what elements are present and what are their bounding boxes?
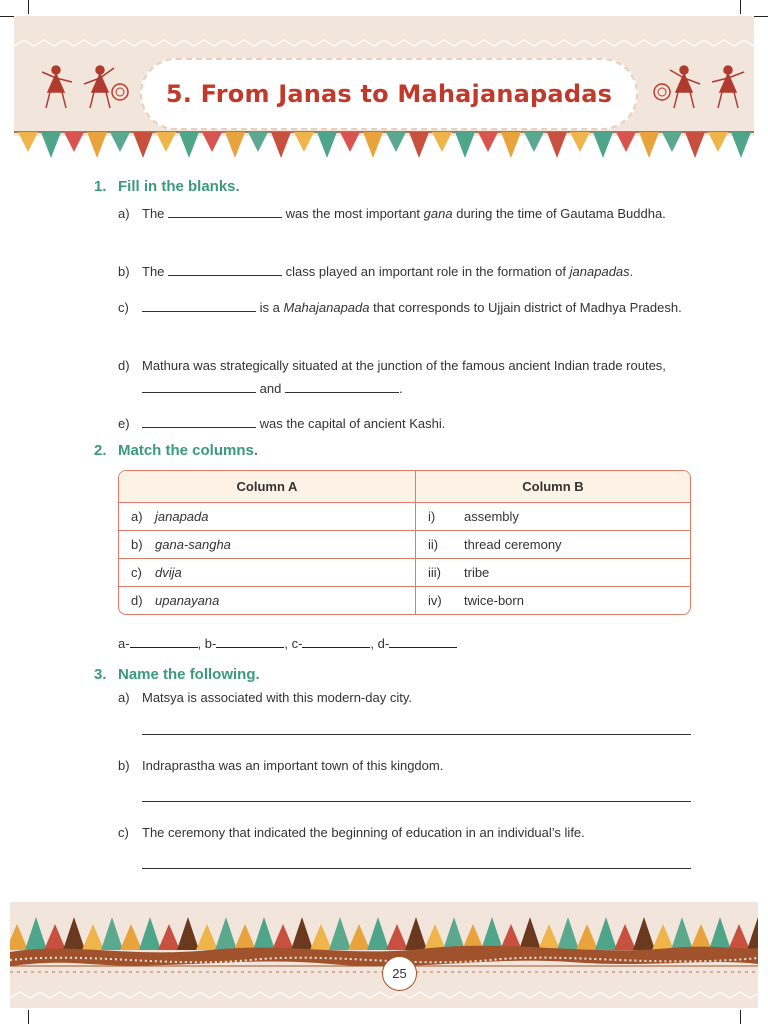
- bunting-flag: [64, 132, 84, 152]
- answer-blank[interactable]: [130, 636, 198, 648]
- match-table: [118, 470, 691, 615]
- mountain-shape: [139, 917, 161, 950]
- q1-item-a: a) The was the most important gana during the time of Gautama Buddha.: [118, 206, 666, 221]
- table-header-row: [119, 471, 690, 502]
- mountain-shape: [709, 917, 731, 950]
- bunting-flag: [271, 132, 291, 158]
- mountain-shape: [557, 917, 579, 950]
- bunting-flag: [248, 132, 268, 152]
- bunting-flag: [294, 132, 314, 152]
- mountain-shape: [747, 917, 758, 950]
- mountain-shape: [424, 924, 446, 950]
- mountain-shape: [443, 917, 465, 950]
- title-banner: [140, 58, 638, 130]
- page-number: 25: [382, 956, 417, 991]
- mountain-shape: [367, 917, 389, 950]
- fill-blank[interactable]: [168, 262, 282, 276]
- mountain-shape: [671, 917, 693, 950]
- q3-item-a: a) Matsya is associated with this modern-day city.: [118, 690, 412, 705]
- mountain-shape: [633, 917, 655, 950]
- table-row: c) dvija iii) tribe: [119, 558, 690, 586]
- mountain-shape: [215, 917, 237, 950]
- bunting-flag: [340, 132, 360, 152]
- mountain-shape: [44, 924, 66, 950]
- mountain-shape: [728, 924, 750, 950]
- crop-mark: [0, 16, 14, 17]
- answer-blank[interactable]: [216, 636, 284, 648]
- crop-mark: [754, 16, 768, 17]
- mountain-shape: [348, 924, 370, 950]
- mountain-shape: [614, 924, 636, 950]
- mountain-shape: [10, 924, 28, 950]
- crop-mark: [740, 1010, 741, 1024]
- mountain-shape: [405, 917, 427, 950]
- mountain-shape: [101, 917, 123, 950]
- bunting-flag: [570, 132, 590, 152]
- mountain-shape: [291, 917, 313, 950]
- answer-blank[interactable]: [302, 636, 370, 648]
- bunting-flag: [593, 132, 613, 158]
- mountain-shape: [234, 924, 256, 950]
- bunting-flag: [409, 132, 429, 158]
- crop-mark: [28, 1010, 29, 1024]
- mountain-shape: [481, 917, 503, 950]
- mountain-shape: [158, 924, 180, 950]
- bunting-flag: [478, 132, 498, 152]
- q1-heading: 1. Fill in the blanks.: [94, 178, 240, 195]
- answer-write-line[interactable]: [142, 734, 691, 735]
- bunting-flag: [18, 132, 38, 152]
- column-b-header: Column B: [522, 479, 584, 494]
- column-a-header: Column A: [119, 471, 416, 502]
- footer-mountain-pattern: [10, 902, 758, 1008]
- bunting-flag: [501, 132, 521, 158]
- bunting-flag: [41, 132, 61, 158]
- fill-blank[interactable]: [142, 298, 256, 312]
- bunting-flag: [524, 132, 544, 152]
- mountain-shape: [690, 924, 712, 950]
- mountain-shape: [253, 917, 275, 950]
- bunting-flag: [202, 132, 222, 152]
- bunting-flag: [133, 132, 153, 158]
- fill-blank[interactable]: [142, 379, 256, 393]
- mountain-shape: [310, 924, 332, 950]
- bunting-flag: [662, 132, 682, 152]
- mountain-shape: [576, 924, 598, 950]
- mountain-shape: [196, 924, 218, 950]
- bunting-flag: [639, 132, 659, 158]
- footer-banner: [10, 902, 758, 1008]
- mountain-shape: [652, 924, 674, 950]
- crop-mark: [740, 0, 741, 14]
- mountain-shape: [386, 924, 408, 950]
- fill-blank[interactable]: [285, 379, 399, 393]
- q3-heading: 3. Name the following.: [94, 666, 260, 683]
- table-row: b) gana-sangha ii) thread ceremony: [119, 530, 690, 558]
- answer-write-line[interactable]: [142, 868, 691, 869]
- q1-item-b: b) The class played an important role in the formation of janapadas.: [118, 264, 634, 279]
- bunting-flag: [616, 132, 636, 152]
- mountain-shape: [519, 917, 541, 950]
- bunting-flag: [386, 132, 406, 152]
- bunting-flag: [432, 132, 452, 152]
- mountain-shape: [272, 924, 294, 950]
- mountain-shape: [120, 924, 142, 950]
- bunting-flag: [363, 132, 383, 158]
- match-answer-line: a- , b- , c- , d-: [118, 636, 457, 651]
- answer-blank[interactable]: [389, 636, 457, 648]
- crop-mark: [28, 0, 29, 14]
- bunting-flags-decoration: [14, 128, 754, 168]
- tribal-dancers-left-icon: [34, 64, 134, 114]
- mountain-shape: [25, 917, 47, 950]
- page-title: 5. From Janas to Mahajanapadas: [165, 80, 613, 108]
- bunting-flag: [317, 132, 337, 158]
- bunting-flag: [225, 132, 245, 158]
- table-row: d) upanayana iv) twice-born: [119, 586, 690, 614]
- mountain-shape: [595, 917, 617, 950]
- q3-item-c: c) The ceremony that indicated the beginning of education in an individual’s life.: [118, 825, 585, 840]
- q3-item-b: b) Indraprastha was an important town of this kingdom.: [118, 758, 444, 773]
- bunting-flag: [708, 132, 728, 152]
- bunting-flag: [87, 132, 107, 158]
- fill-blank[interactable]: [142, 414, 256, 428]
- mountain-shape: [177, 917, 199, 950]
- bunting-flag: [179, 132, 199, 158]
- bunting-flag: [156, 132, 176, 152]
- q1-item-e: e) was the capital of ancient Kashi.: [118, 416, 446, 431]
- mountain-shape: [63, 917, 85, 950]
- bunting-flag: [547, 132, 567, 158]
- fill-blank[interactable]: [168, 204, 282, 218]
- bunting-flag: [455, 132, 475, 158]
- mountain-shape: [329, 917, 351, 950]
- q2-heading: 2. Match the columns.: [94, 442, 259, 459]
- mountain-shape: [82, 924, 104, 950]
- table-row: a) janapada i) assembly: [119, 502, 690, 530]
- bunting-flag: [731, 132, 751, 158]
- bunting-flag: [685, 132, 705, 158]
- bunting-flag: [110, 132, 130, 152]
- q1-item-d: d) Mathura was strategically situated at the junction of the famous ancient Indian trade routes, and .: [118, 358, 666, 396]
- answer-write-line[interactable]: [142, 801, 691, 802]
- q1-item-c: c) is a Mahajanapada that corresponds to Ujjain district of Madhya Pradesh.: [118, 300, 682, 315]
- tribal-dancers-right-icon: [648, 64, 748, 114]
- mountain-shape: [538, 924, 560, 950]
- header-zigzag-pattern: [14, 38, 754, 48]
